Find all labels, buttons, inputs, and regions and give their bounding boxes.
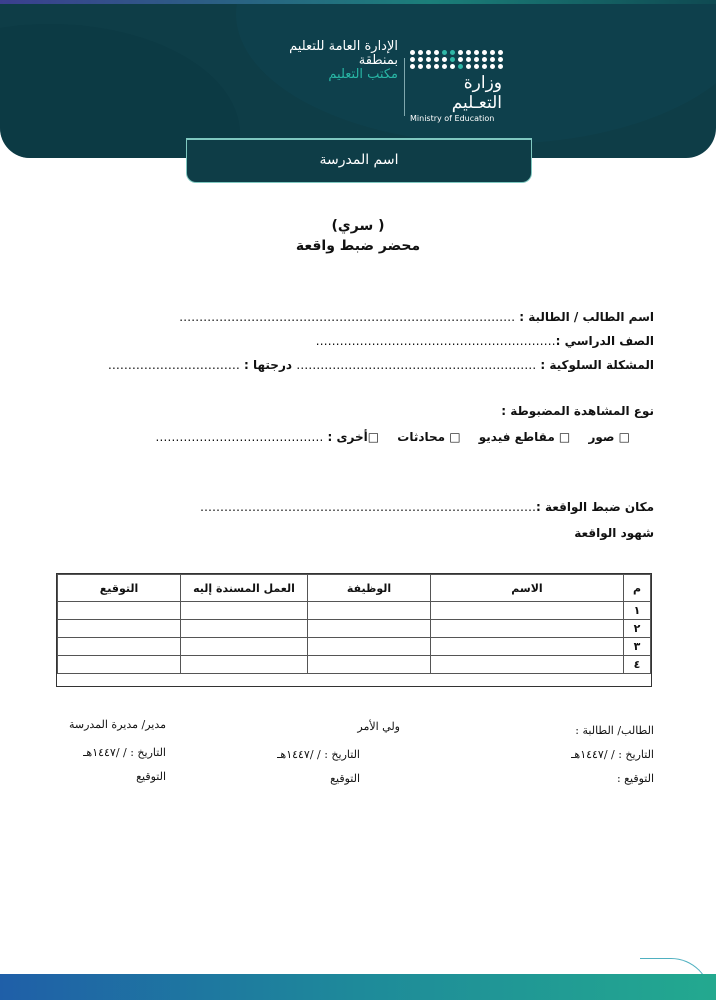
logo-dots-icon — [410, 50, 510, 69]
table-row — [58, 638, 651, 656]
evidence-options — [155, 430, 630, 444]
school-name: اسم المدرسة — [319, 152, 399, 168]
place-label: مكان ضبط الواقعة : — [536, 500, 654, 514]
student-sign-title: الطالب/ الطالبة : — [575, 724, 654, 737]
cell-work[interactable] — [181, 602, 308, 620]
cell-work[interactable] — [181, 656, 308, 674]
guardian-sign-signature[interactable]: التوقيع — [330, 772, 360, 785]
cell-job[interactable] — [308, 656, 431, 674]
header-divider — [404, 58, 405, 116]
administration-block — [289, 40, 398, 82]
incident-place-field — [200, 500, 654, 514]
guardian-sign-title: ولي الأمر — [357, 720, 400, 733]
option-other[interactable]: □أخرى : — [327, 430, 380, 444]
confidential-label: (سري ) — [331, 218, 385, 234]
option-chats[interactable]: □ محادثات — [397, 430, 461, 444]
row-number: ٤ — [624, 656, 651, 674]
principal-sign-date[interactable]: التاريخ : / /١٤٤٧هـ — [83, 746, 166, 759]
principal-sign-title: مدير/ مديرة المدرسة — [68, 718, 166, 731]
student-name-blank[interactable]: ………………………………………………………………………… — [179, 310, 516, 324]
cell-job[interactable] — [308, 638, 431, 656]
evidence-type-label: نوع المشاهدة المضبوطة : — [501, 404, 654, 418]
cell-signature[interactable] — [58, 656, 181, 674]
place-blank[interactable]: ………………………………………………………………………… — [200, 500, 536, 514]
header-signature: التوقيع — [58, 575, 181, 602]
ministry-name-ar: وزارة التعـليم — [451, 73, 502, 113]
student-sign-signature[interactable]: التوقيع : — [616, 772, 654, 785]
cell-signature[interactable] — [58, 602, 181, 620]
cell-name[interactable] — [431, 656, 624, 674]
header-assigned-work: العمل المسندة إليه — [181, 575, 308, 602]
guardian-sign-date[interactable]: التاريخ : / /١٤٤٧هـ — [277, 748, 360, 761]
education-office: مكتب التعليم — [328, 67, 398, 82]
ministry-name-en: Ministry of Education — [410, 114, 495, 123]
row-number: ٢ — [624, 620, 651, 638]
problem-label: المشكلة السلوكية : — [540, 358, 654, 372]
option-photos[interactable]: □ صور — [588, 430, 630, 444]
witnesses-label: شهود الواقعة — [574, 526, 654, 540]
grade-field — [316, 334, 654, 348]
document-title: محضر ضبط واقعة — [295, 238, 421, 254]
cell-name[interactable] — [431, 620, 624, 638]
header-number: م — [624, 575, 651, 602]
table-row — [58, 656, 651, 674]
footer-band — [0, 974, 716, 1000]
behavior-problem-field — [108, 358, 654, 372]
principal-sign-signature[interactable]: التوقيع — [136, 770, 166, 783]
student-name-label: اسم الطالب / الطالبة : — [519, 310, 654, 324]
ministry-logo — [410, 50, 510, 123]
cell-name[interactable] — [431, 638, 624, 656]
cell-job[interactable] — [308, 602, 431, 620]
grade-blank[interactable]: …………………………………………………… — [315, 334, 556, 348]
header-name: الاسم — [431, 575, 624, 602]
cell-name[interactable] — [431, 602, 624, 620]
cell-work[interactable] — [181, 638, 308, 656]
cell-job[interactable] — [308, 620, 431, 638]
witnesses-table — [57, 574, 651, 674]
grade-label: الصف الدراسي : — [555, 334, 654, 348]
degree-label: درجتها : — [244, 358, 293, 372]
admin-line-1: الإدارة العامة للتعليم — [289, 39, 398, 54]
cell-signature[interactable] — [58, 620, 181, 638]
header-job: الوظيفة — [308, 575, 431, 602]
admin-line-2: بمنطقة — [358, 53, 398, 68]
problem-blank[interactable]: …………………………………………………… — [296, 358, 537, 372]
table-row — [58, 620, 651, 638]
row-number: ٣ — [624, 638, 651, 656]
option-videos[interactable]: □ مقاطع فيديو — [478, 430, 571, 444]
table-header-row — [58, 575, 651, 602]
school-name-tab — [186, 138, 532, 183]
degree-blank[interactable]: …………………………… — [107, 358, 240, 372]
table-row — [58, 602, 651, 620]
student-name-field — [179, 310, 654, 324]
row-number: ١ — [624, 602, 651, 620]
student-sign-date[interactable]: التاريخ : / /١٤٤٧هـ — [571, 748, 654, 761]
other-blank[interactable]: …………………………………… — [155, 430, 324, 444]
cell-signature[interactable] — [58, 638, 181, 656]
cell-work[interactable] — [181, 620, 308, 638]
